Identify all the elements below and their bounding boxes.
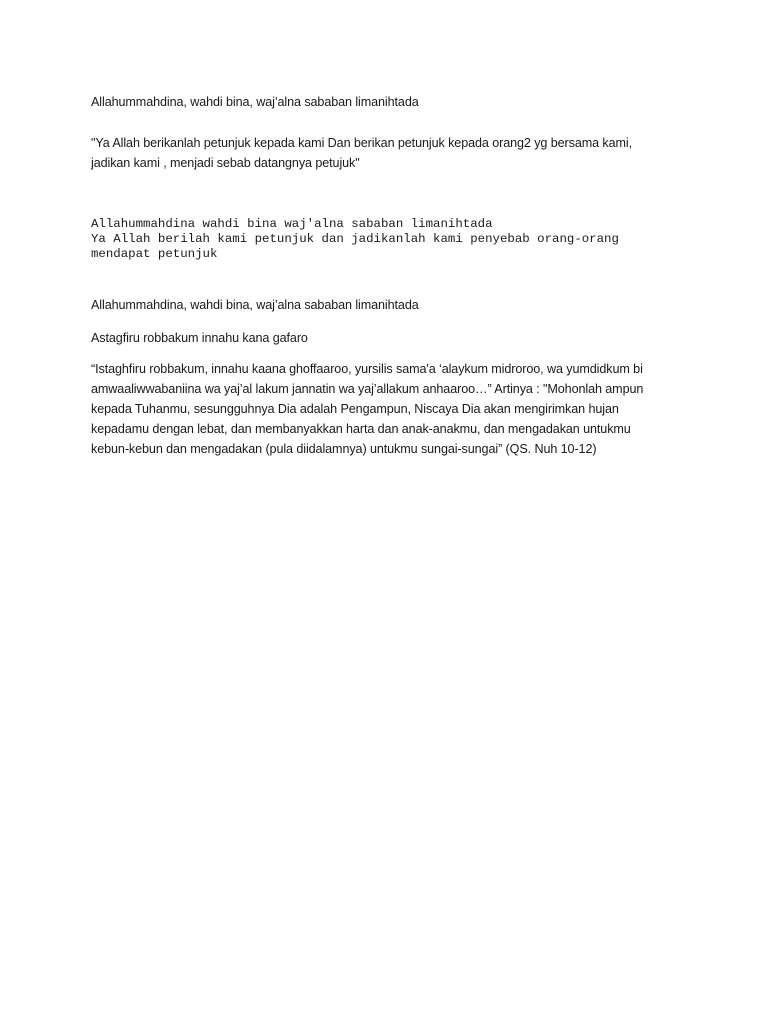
text-line: kepada Tuhanmu, sesungguhnya Dia adalah Pengampun, Niscaya Dia akan mengirimkan hujan xyxy=(91,402,619,416)
monospace-block xyxy=(91,217,681,262)
text-line: Allahummahdina, wahdi bina, waj’alna sababan limanihtada xyxy=(91,298,419,312)
mono-line: Allahummahdina wahdi bina waj'alna sababan limanihtada xyxy=(91,217,493,231)
paragraph-prayer-repeat xyxy=(91,295,681,315)
mono-line: Ya Allah berilah kami petunjuk dan jadikanlah kami penyebab orang-orang xyxy=(91,232,619,246)
text-line: amwaaliwwabaniina wa yaj’al lakum jannatin wa yaj’allakum anhaaroo…” Artinya : "Mohonlah ampun xyxy=(91,382,644,396)
paragraph-istighfar xyxy=(91,328,681,348)
text-line: Astagfiru robbakum innahu kana gafaro xyxy=(91,331,308,345)
text-line: “Istaghfiru robbakum, innahu kaana ghoffaaroo, yursilis sama'a ‘alaykum midroroo, wa yumdidkum bi xyxy=(91,362,643,376)
text-line: kepadamu dengan lebat, dan membanyakkan harta dan anak-anakmu, dan mengadakan untukmu xyxy=(91,422,631,436)
text-line: Allahummahdina, wahdi bina, waj’alna sababan limanihtada xyxy=(91,95,419,109)
mono-line: mendapat petunjuk xyxy=(91,247,218,261)
paragraph-quran-verse xyxy=(91,359,681,459)
text-line: kebun-kebun dan mengadakan (pula diidalamnya) untukmu sungai-sungai” (QS. Nuh 10-12) xyxy=(91,442,597,456)
text-line: "Ya Allah berikanlah petunjuk kepada kami Dan berikan petunjuk kepada orang2 yg bersama kami, xyxy=(91,136,633,150)
paragraph-prayer-transliteration xyxy=(91,92,681,112)
paragraph-prayer-translation xyxy=(91,133,681,173)
text-line: jadikan kami , menjadi sebab datangnya petujuk" xyxy=(91,156,360,170)
